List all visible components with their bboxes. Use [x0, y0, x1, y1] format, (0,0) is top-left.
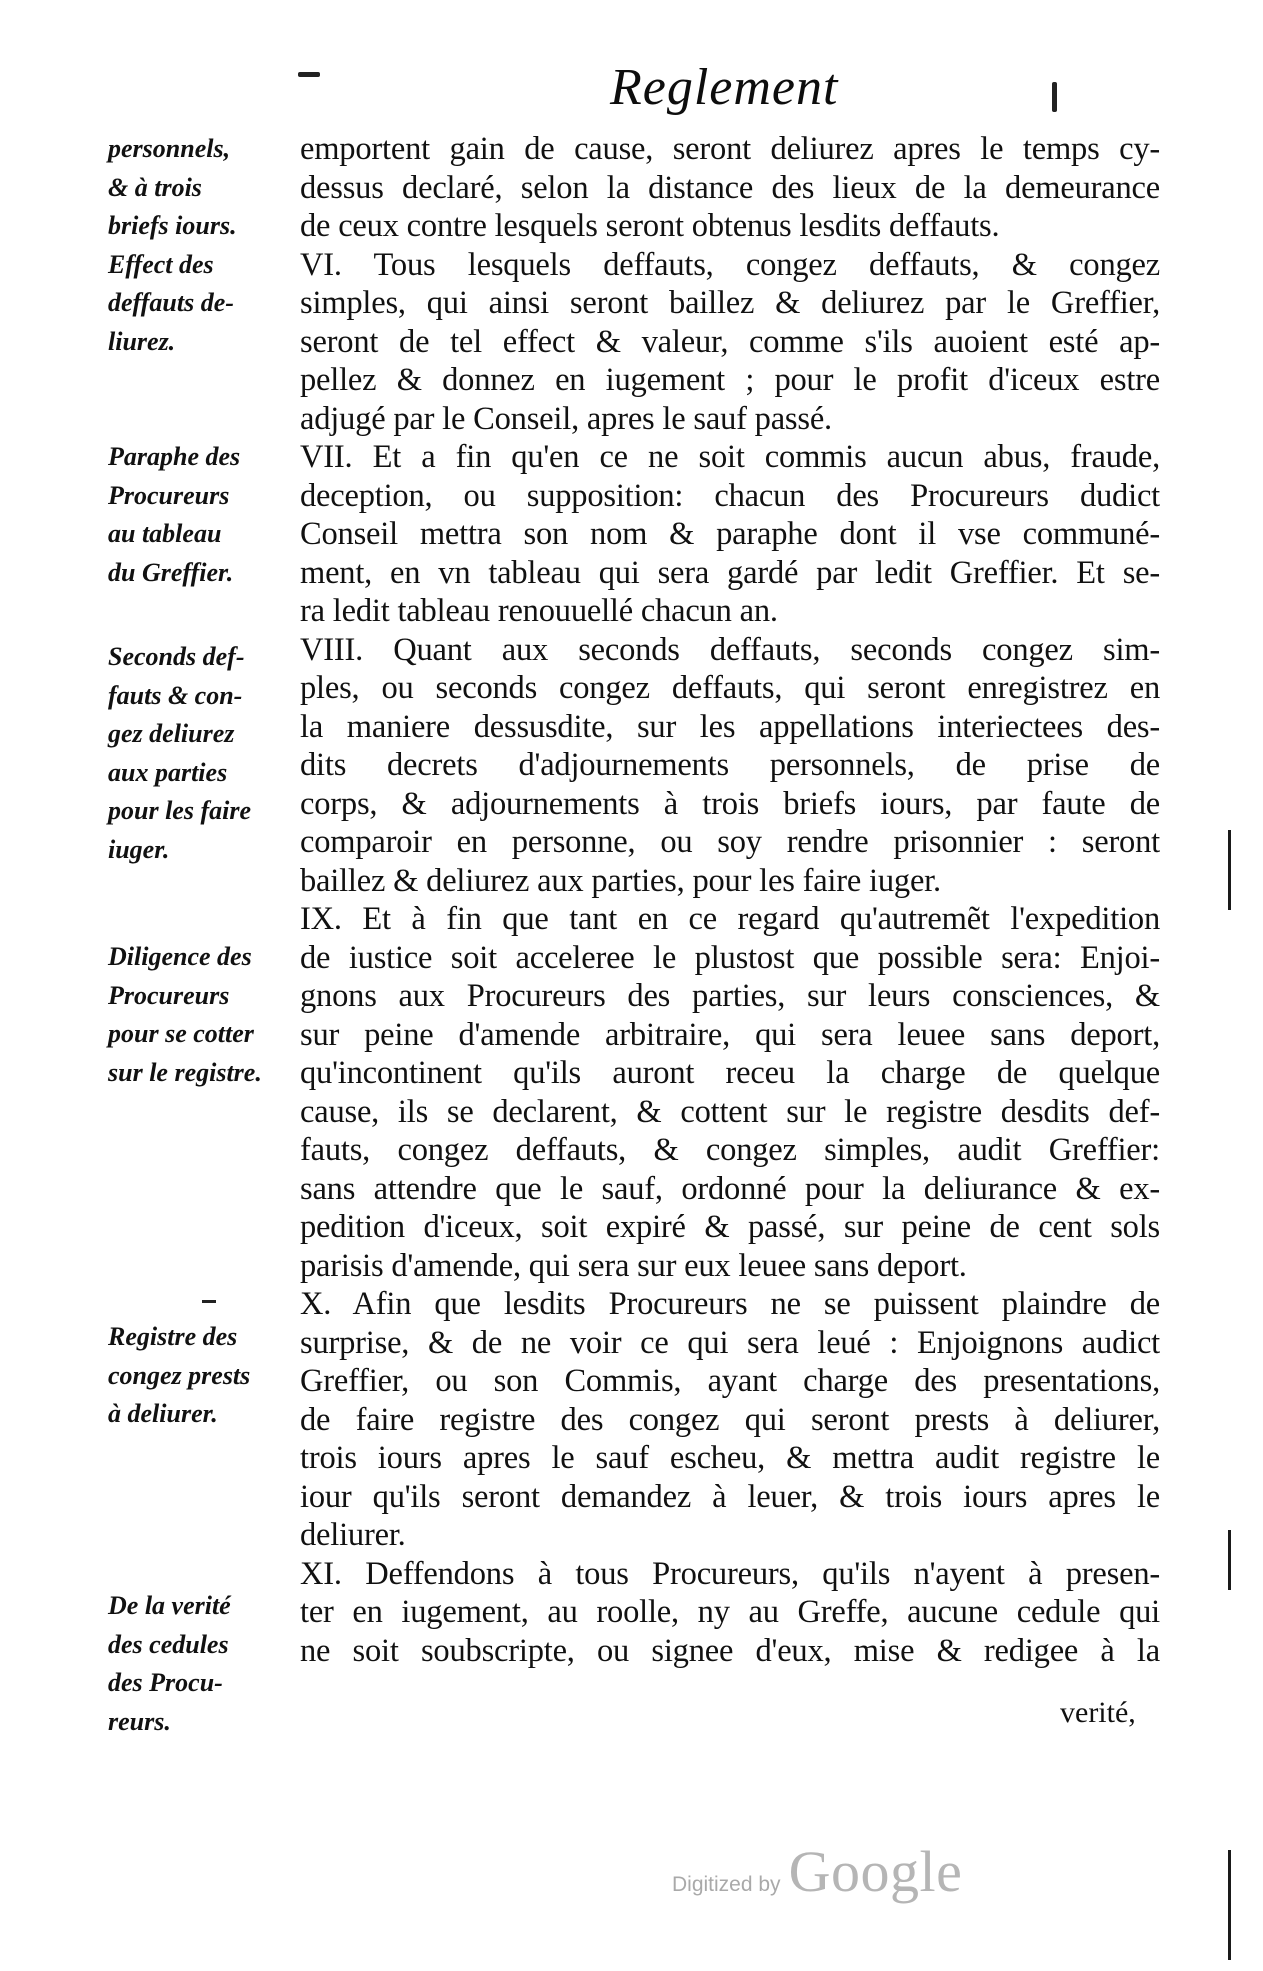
margin-note-line: aux parties	[108, 757, 228, 787]
margin-note-line: De la verité	[108, 1591, 231, 1620]
margin-notes	[0, 0, 300, 1971]
text-line: cause, ils se declarent, & cottent sur le registre desdits def-	[300, 1093, 1160, 1130]
margin-note-line: deffauts de-	[108, 288, 234, 317]
margin-note-2	[108, 246, 293, 362]
text-line: deliurer.	[300, 1517, 406, 1553]
margin-note-line: Registre des	[108, 1322, 238, 1351]
text-line: ter en iugement, au roolle, ny au Greffe, aucune cedule qui	[300, 1594, 1160, 1630]
watermark-prefix: Digitized by	[672, 1873, 781, 1896]
text-line: ne soit soubscripte, ou signee d'eux, mise & redigee à la	[300, 1632, 1160, 1669]
text-line: comparoir en personne, ou soy rendre prisonnier : seront	[300, 824, 1160, 860]
text-line: qu'incontinent qu'ils auront receu la charge de quelque	[300, 1055, 1160, 1091]
running-head: Reglement	[610, 59, 839, 116]
margin-dash-mark	[202, 1300, 216, 1303]
margin-note-line: Procureurs	[108, 480, 230, 510]
margin-note-line: Diligence des	[108, 942, 252, 971]
margin-note-line: fauts & con-	[108, 680, 243, 710]
head-ornament-mark	[298, 72, 320, 77]
margin-note-line: briefs iours.	[108, 211, 237, 240]
head-bracket-mark	[1052, 82, 1057, 112]
margin-note-line: Seconds def-	[108, 642, 245, 671]
text-line: de faire registre des congez qui seront prests à deliurer,	[300, 1401, 1160, 1438]
margin-note-line: à deliurer.	[108, 1399, 218, 1428]
margin-note-line: reurs.	[108, 1706, 171, 1736]
text-line: ra ledit tableau renouuellé chacun an.	[300, 593, 778, 629]
text-line: trois iours apres le sauf escheu, & mettra audit registre le	[300, 1440, 1160, 1476]
text-line: ment, en vn tableau qui sera gardé par ledit Greffier. Et se-	[300, 554, 1160, 591]
margin-note-line: au tableau	[108, 519, 222, 548]
text-line: pedition d'iceux, soit expiré & passé, sur peine de cent sols	[300, 1209, 1160, 1245]
body-text	[300, 130, 1160, 1670]
margin-note-1	[108, 130, 293, 246]
scan-edge-mark	[1228, 1850, 1231, 1960]
text-line: VII. Et a fin qu'en ce ne soit commis aucun abus, fraude,	[300, 439, 1160, 475]
text-line: VI. Tous lesquels deffauts, congez deffauts, & congez	[300, 246, 1160, 283]
text-line: baillez & deliurez aux parties, pour les faire iuger.	[300, 862, 941, 899]
text-line: dessus declaré, selon la distance des lieux de la demeurance	[300, 169, 1160, 206]
digitized-watermark	[672, 1838, 962, 1905]
text-line: X. Afin que lesdits Procureurs ne se puissent plaindre de	[300, 1286, 1160, 1322]
google-logo: Google	[788, 1839, 963, 1904]
text-line: adjugé par le Conseil, apres le sauf passé.	[300, 400, 832, 437]
margin-note-line: Effect des	[108, 249, 214, 279]
margin-note-7	[108, 1587, 293, 1741]
margin-note-line: du Greffier.	[108, 557, 234, 587]
margin-note-line: pour les faire	[108, 796, 251, 825]
text-line: VIII. Quant aux seconds deffauts, seconds congez sim-	[300, 631, 1160, 668]
text-line: ples, ou seconds congez deffauts, qui seront enregistrez en	[300, 670, 1160, 706]
scan-edge-mark	[1228, 1530, 1231, 1590]
text-line: simples, qui ainsi seront baillez & deliurez par le Greffier,	[300, 285, 1160, 321]
margin-note-line: & à trois	[108, 172, 202, 202]
text-line: IX. Et à fin que tant en ce regard qu'autremẽt l'expedition	[300, 901, 1160, 937]
margin-note-line: congez prests	[108, 1360, 251, 1390]
margin-note-line: Paraphe des	[108, 442, 241, 471]
text-line: de ceux contre lesquels seront obtenus lesdits deffauts.	[300, 208, 1000, 244]
margin-note-6	[108, 1318, 293, 1434]
text-line: sur peine d'amende arbitraire, qui sera leuee sans deport,	[300, 1016, 1160, 1053]
text-line: seront de tel effect & valeur, comme s'ils auoient esté ap-	[300, 323, 1160, 360]
catchword: verité,	[1060, 1696, 1136, 1729]
margin-note-line: des Procu-	[108, 1668, 223, 1697]
text-line: XI. Deffendons à tous Procureurs, qu'ils n'ayent à presen-	[300, 1555, 1160, 1592]
text-line: corps, & adjournements à trois briefs iours, par faute de	[300, 785, 1160, 822]
margin-note-line: pour se cotter	[108, 1019, 254, 1048]
margin-note-line: iuger.	[108, 834, 170, 864]
text-line: surprise, & de ne voir ce qui sera leué : Enjoignons audict	[300, 1324, 1160, 1361]
scan-edge-mark	[1228, 830, 1231, 910]
margin-note-line: sur le registre.	[108, 1057, 262, 1087]
margin-note-line: gez deliurez	[108, 719, 235, 748]
margin-note-3	[108, 438, 293, 592]
text-line: de iustice soit acceleree le plustost que possible sera: Enjoi-	[300, 939, 1160, 976]
text-line: Greffier, ou son Commis, ayant charge des presentations,	[300, 1363, 1160, 1399]
text-line: la maniere dessusdite, sur les appellations interiectees des-	[300, 708, 1160, 745]
margin-note-5	[108, 938, 293, 1092]
margin-note-line: liurez.	[108, 326, 176, 356]
text-line: Conseil mettra son nom & paraphe dont il vse communé-	[300, 516, 1160, 552]
text-line: deception, ou supposition: chacun des Procureurs dudict	[300, 477, 1160, 514]
margin-note-4	[108, 638, 293, 869]
margin-note-line: Procureurs	[108, 980, 230, 1010]
text-line: iour qu'ils seront demandez à leuer, & trois iours apres le	[300, 1478, 1160, 1515]
text-line: dits decrets d'adjournements personnels, de prise de	[300, 747, 1160, 783]
text-line: parisis d'amende, qui sera sur eux leuee sans deport.	[300, 1247, 967, 1284]
text-line: sans attendre que le sauf, ordonné pour la deliurance & ex-	[300, 1170, 1160, 1207]
text-line: gnons aux Procureurs des parties, sur leurs consciences, &	[300, 978, 1160, 1014]
margin-note-line: des cedules	[108, 1629, 229, 1659]
text-line: emportent gain de cause, seront deliurez apres le temps cy-	[300, 131, 1160, 167]
text-line: fauts, congez deffauts, & congez simples, audit Greffier:	[300, 1132, 1160, 1168]
text-line: pellez & donnez en iugement ; pour le profit d'iceux estre	[300, 362, 1160, 398]
margin-note-line: personnels,	[108, 134, 231, 163]
